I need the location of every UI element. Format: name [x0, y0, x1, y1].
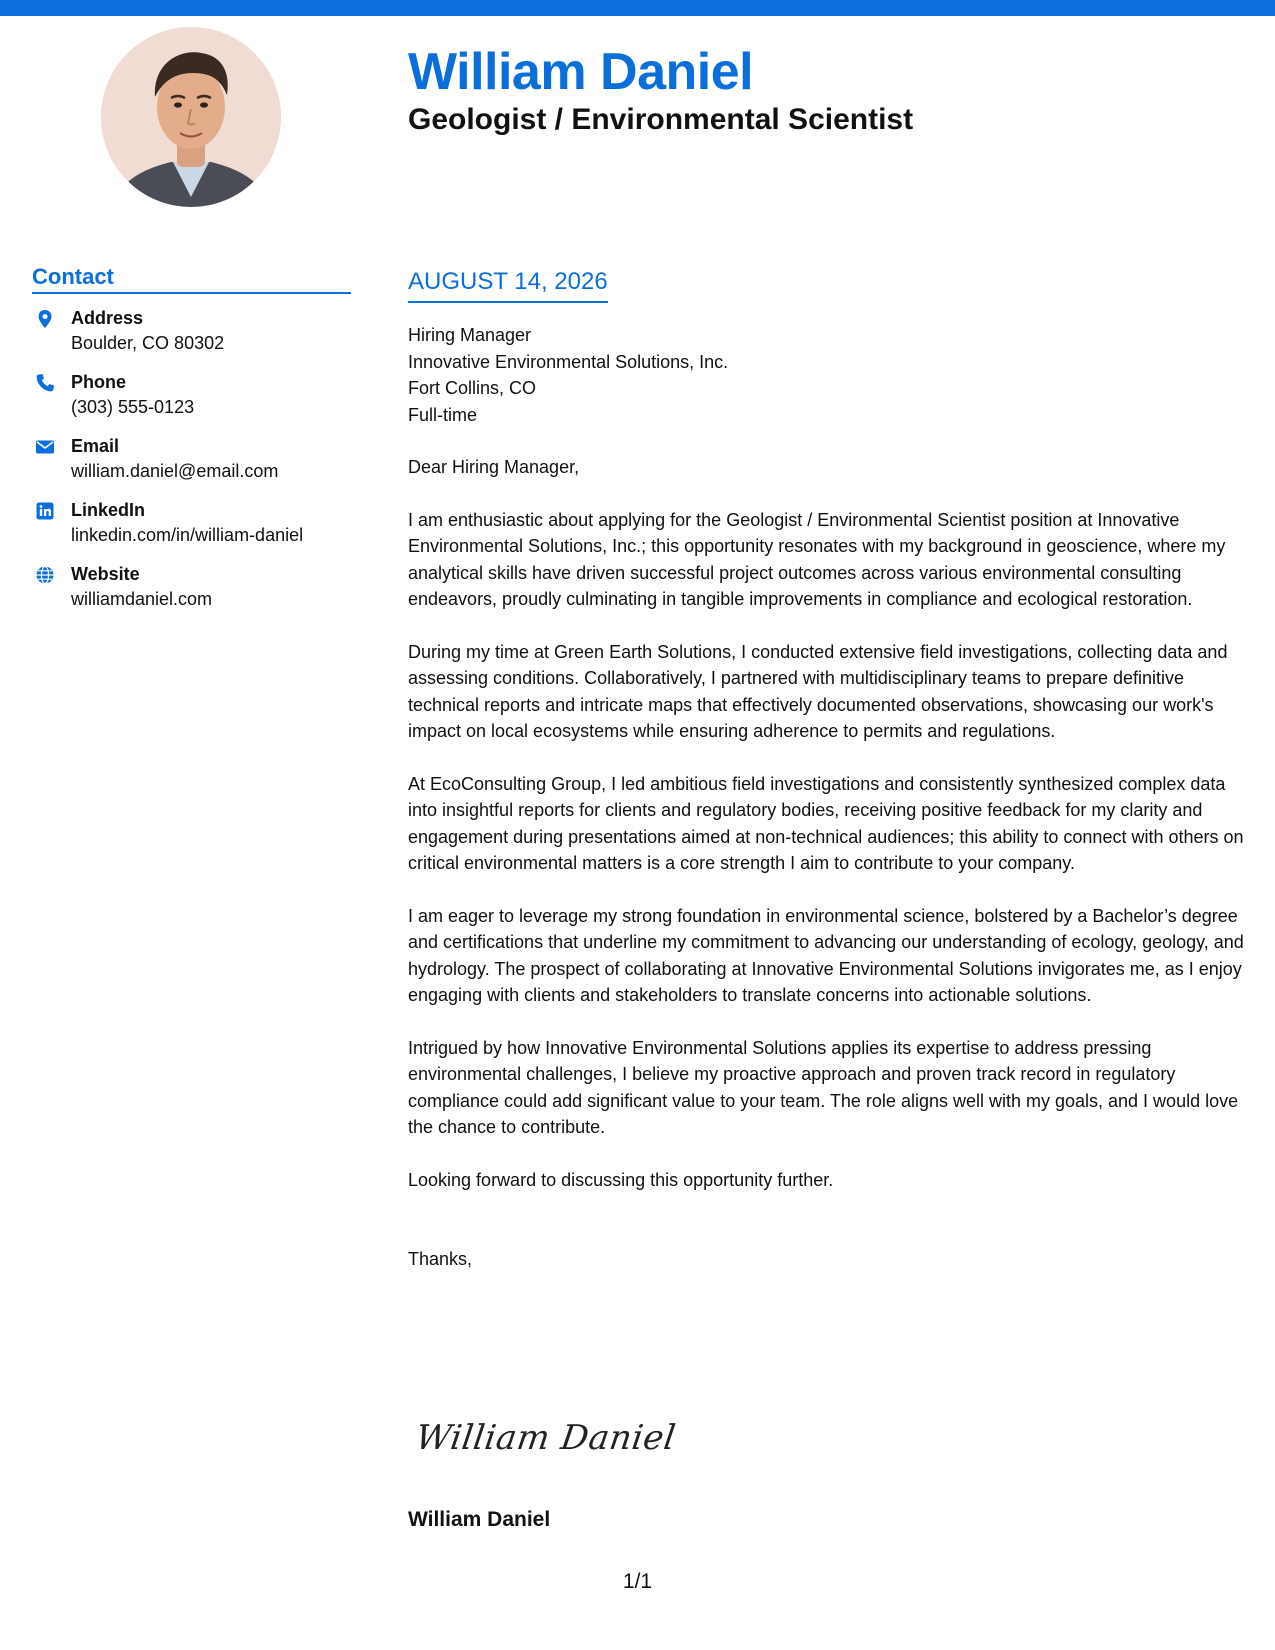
letter-paragraph: During my time at Green Earth Solutions, I conducted extensive field investigations, collecting data and assessing conditions. Collaboratively, I partnered with multidisciplinary teams to prepare definitive technical reports and intricate maps that effectively documented observations, showcasing our work's impact on local ecosystems while ensuring adherence to permits and regulations. [408, 641, 1228, 741]
signer-name: William Daniel [408, 1508, 551, 1531]
job-title: Geologist / Environmental Scientist [408, 103, 914, 136]
map-pin-icon [35, 309, 55, 329]
contact-label: Address [71, 308, 144, 328]
globe-icon [35, 565, 55, 585]
candidate-name: William Daniel [408, 43, 754, 101]
letter-body [408, 268, 1248, 1531]
page-number: 1/1 [622, 1570, 653, 1593]
contact-label: Website [71, 564, 140, 584]
contact-website [32, 562, 351, 612]
contact-heading: Contact [32, 264, 351, 294]
contact-phone [32, 370, 351, 420]
contact-email [32, 434, 351, 484]
recipient-block [408, 322, 1248, 428]
email-icon [35, 437, 55, 457]
recipient-line: Fort Collins, CO [408, 378, 537, 398]
phone-value: (303) 555-0123 [71, 397, 195, 417]
website-value[interactable]: williamdaniel.com [71, 589, 213, 609]
letter-paragraph: I am eager to leverage my strong foundation in environmental science, bolstered by a Bachelor’s degree and certifications that underline my commitment to advancing our understanding of ecology, geology, and hydrology. The prospect of collaborating at Innovative Environmental Solutions invigorates me, as I enjoy engaging with clients and stakeholders to translate concerns into actionable solutions. [408, 905, 1244, 1005]
handwritten-signature: William Daniel [413, 1418, 679, 1458]
profile-photo [101, 27, 281, 207]
closing: Thanks, [408, 1249, 473, 1269]
greeting: Dear Hiring Manager, [408, 457, 580, 477]
contact-label: Phone [71, 372, 127, 392]
phone-icon [35, 373, 55, 393]
letter-paragraph: Looking forward to discussing this opportunity further. [408, 1169, 834, 1190]
recipient-line: Full-time [408, 404, 478, 425]
recipient-line: Innovative Environmental Solutions, Inc. [408, 351, 729, 372]
top-accent-bar [0, 0, 1275, 16]
letter-paragraph: At EcoConsulting Group, I led ambitious field investigations and consistently synthesized complex data into insightful reports for clients and regulatory bodies, receiving positive feedback for my clarity and engagement during presentations aimed at non-technical audiences; this ability to connect with others on critical environmental matters is a core strength I aim to contribute to your company. [408, 773, 1244, 873]
address-value: Boulder, CO 80302 [71, 333, 225, 353]
linkedin-icon [35, 501, 55, 521]
letter-date: AUGUST 14, 2026 [408, 268, 608, 303]
contact-linkedin [32, 498, 351, 548]
contact-sidebar [32, 264, 351, 612]
contact-label: LinkedIn [71, 500, 146, 520]
linkedin-value[interactable]: linkedin.com/in/william-daniel [71, 525, 304, 545]
contact-label: Email [71, 436, 120, 456]
letter-paragraph: Intrigued by how Innovative Environmental Solutions applies its expertise to address pressing environmental challenges, I believe my proactive approach and proven track record in regulatory compliance could add significant value to your team. The role aligns well with my goals, and I would love the chance to contribute. [408, 1037, 1239, 1137]
email-value[interactable]: william.daniel@email.com [71, 461, 279, 481]
contact-address [32, 306, 351, 356]
recipient-line: Hiring Manager [408, 325, 532, 345]
letter-paragraph: I am enthusiastic about applying for the Geologist / Environmental Scientist position at Innovative Environmental Solutions, Inc.; this opportunity resonates with my background in geoscience, where my analytical skills have driven successful project outcomes across various environmental consulting endeavors, proudly culminating in tangible improvements in compliance and ecological restoration. [408, 509, 1226, 609]
